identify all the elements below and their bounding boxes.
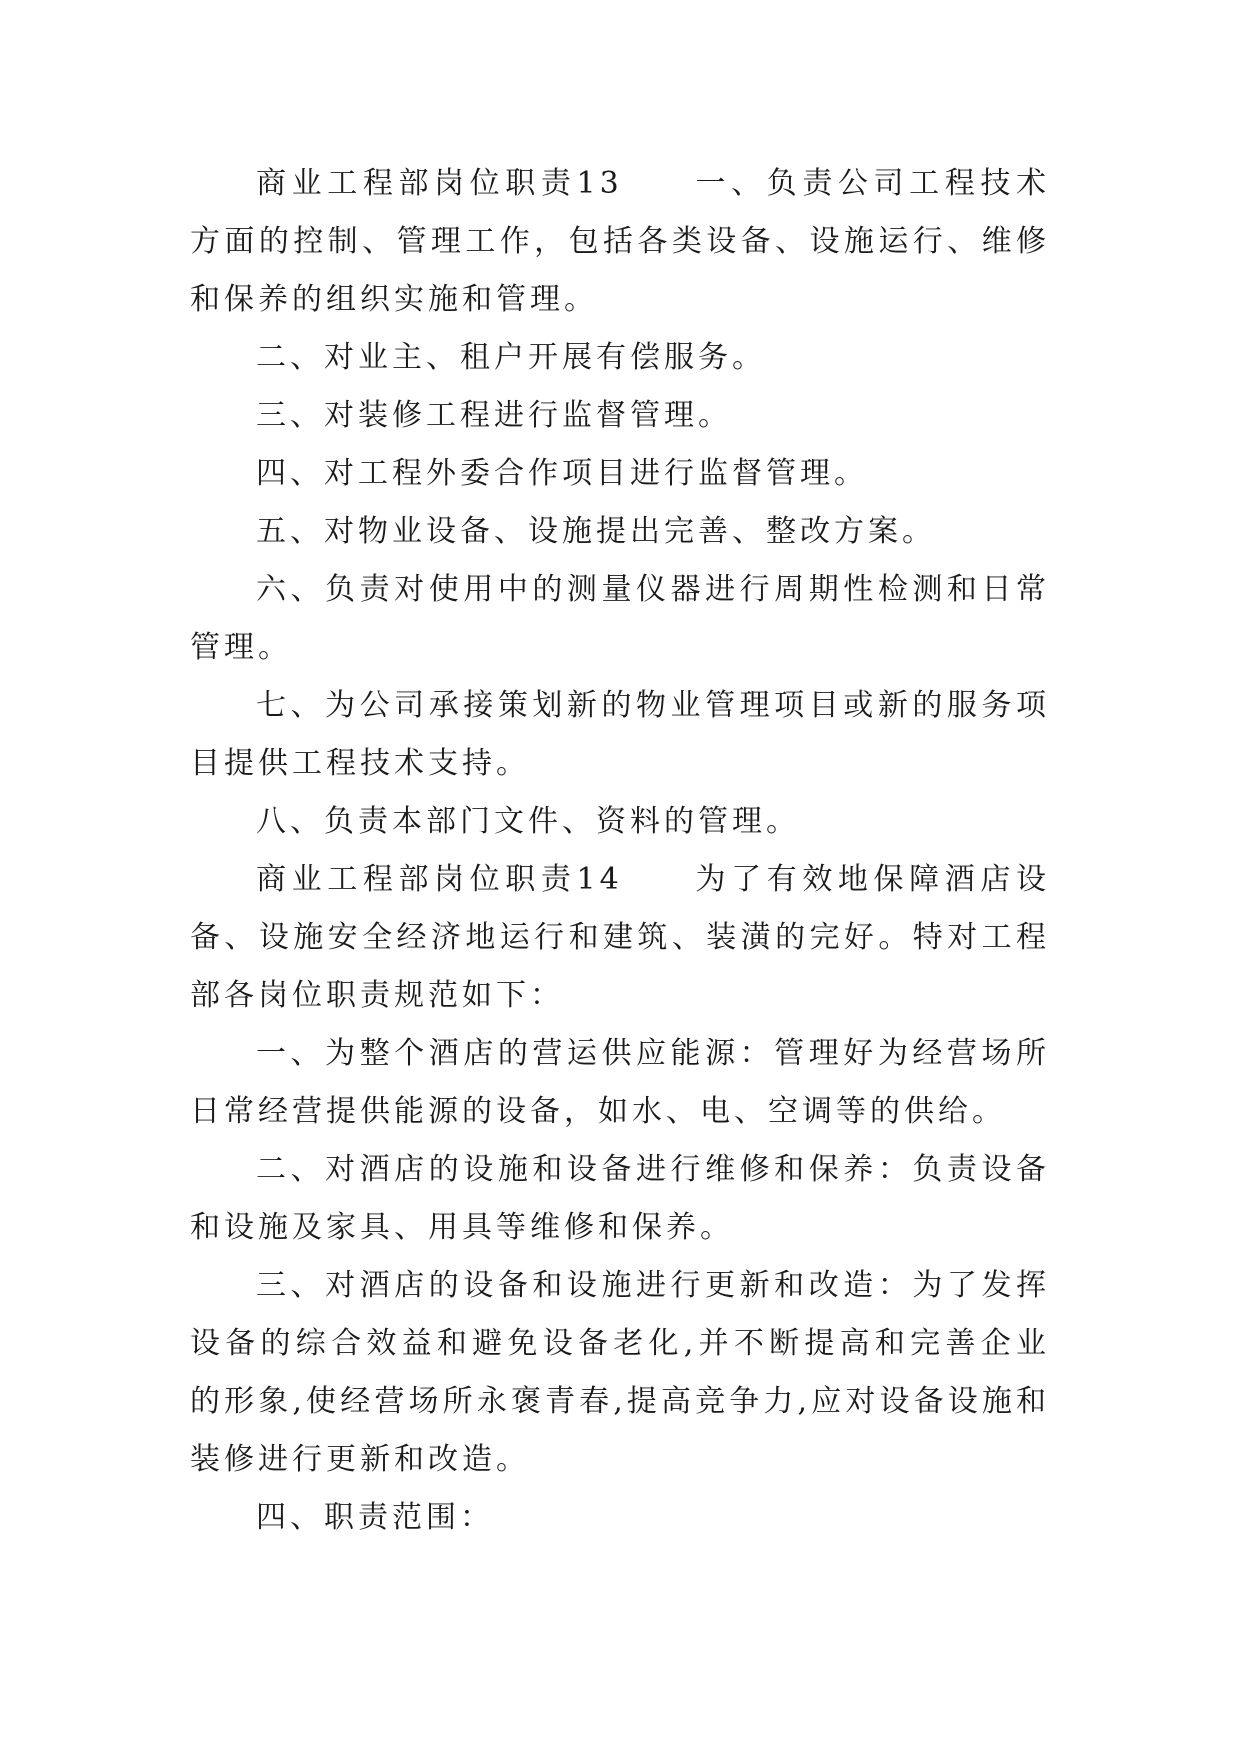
paragraph-3: 三、对装修工程进行监督管理。 xyxy=(256,398,732,433)
document-body xyxy=(190,155,1050,1547)
paragraph-11: 二、对酒店的设施和设备进行维修和保养：负责设备和设施及家具、用具等维修和保养。 xyxy=(190,1152,1050,1245)
paragraph-2: 二、对业主、租户开展有偿服务。 xyxy=(256,340,766,375)
paragraph-9: 商业工程部岗位职责14 为了有效地保障酒店设备、设施安全经济地运行和建筑、装潢的完好。特对工程部各岗位职责规范如下： xyxy=(190,862,1050,1013)
paragraph-7: 七、为公司承接策划新的物业管理项目或新的服务项目提供工程技术支持。 xyxy=(190,688,1050,781)
paragraph-8: 八、负责本部门文件、资料的管理。 xyxy=(256,804,800,839)
paragraph-10: 一、为整个酒店的营运供应能源：管理好为经营场所日常经营提供能源的设备，如水、电、空调等的供给。 xyxy=(190,1036,1050,1129)
paragraph-13: 四、职责范围： xyxy=(256,1500,494,1535)
paragraph-5: 五、对物业设备、设施提出完善、整改方案。 xyxy=(256,514,936,549)
paragraph-1: 商业工程部岗位职责13 一、负责公司工程技术方面的控制、管理工作，包括各类设备、设施运行、维修和保养的组织实施和管理。 xyxy=(190,166,1050,317)
paragraph-4: 四、对工程外委合作项目进行监督管理。 xyxy=(256,456,868,491)
paragraph-6: 六、负责对使用中的测量仪器进行周期性检测和日常管理。 xyxy=(190,572,1050,665)
paragraph-12: 三、对酒店的设备和设施进行更新和改造：为了发挥设备的综合效益和避免设备老化,并不断提高和完善企业的形象,使经营场所永褒青春,提高竞争力,应对设备设施和装修进行更新和改造。 xyxy=(190,1268,1050,1477)
